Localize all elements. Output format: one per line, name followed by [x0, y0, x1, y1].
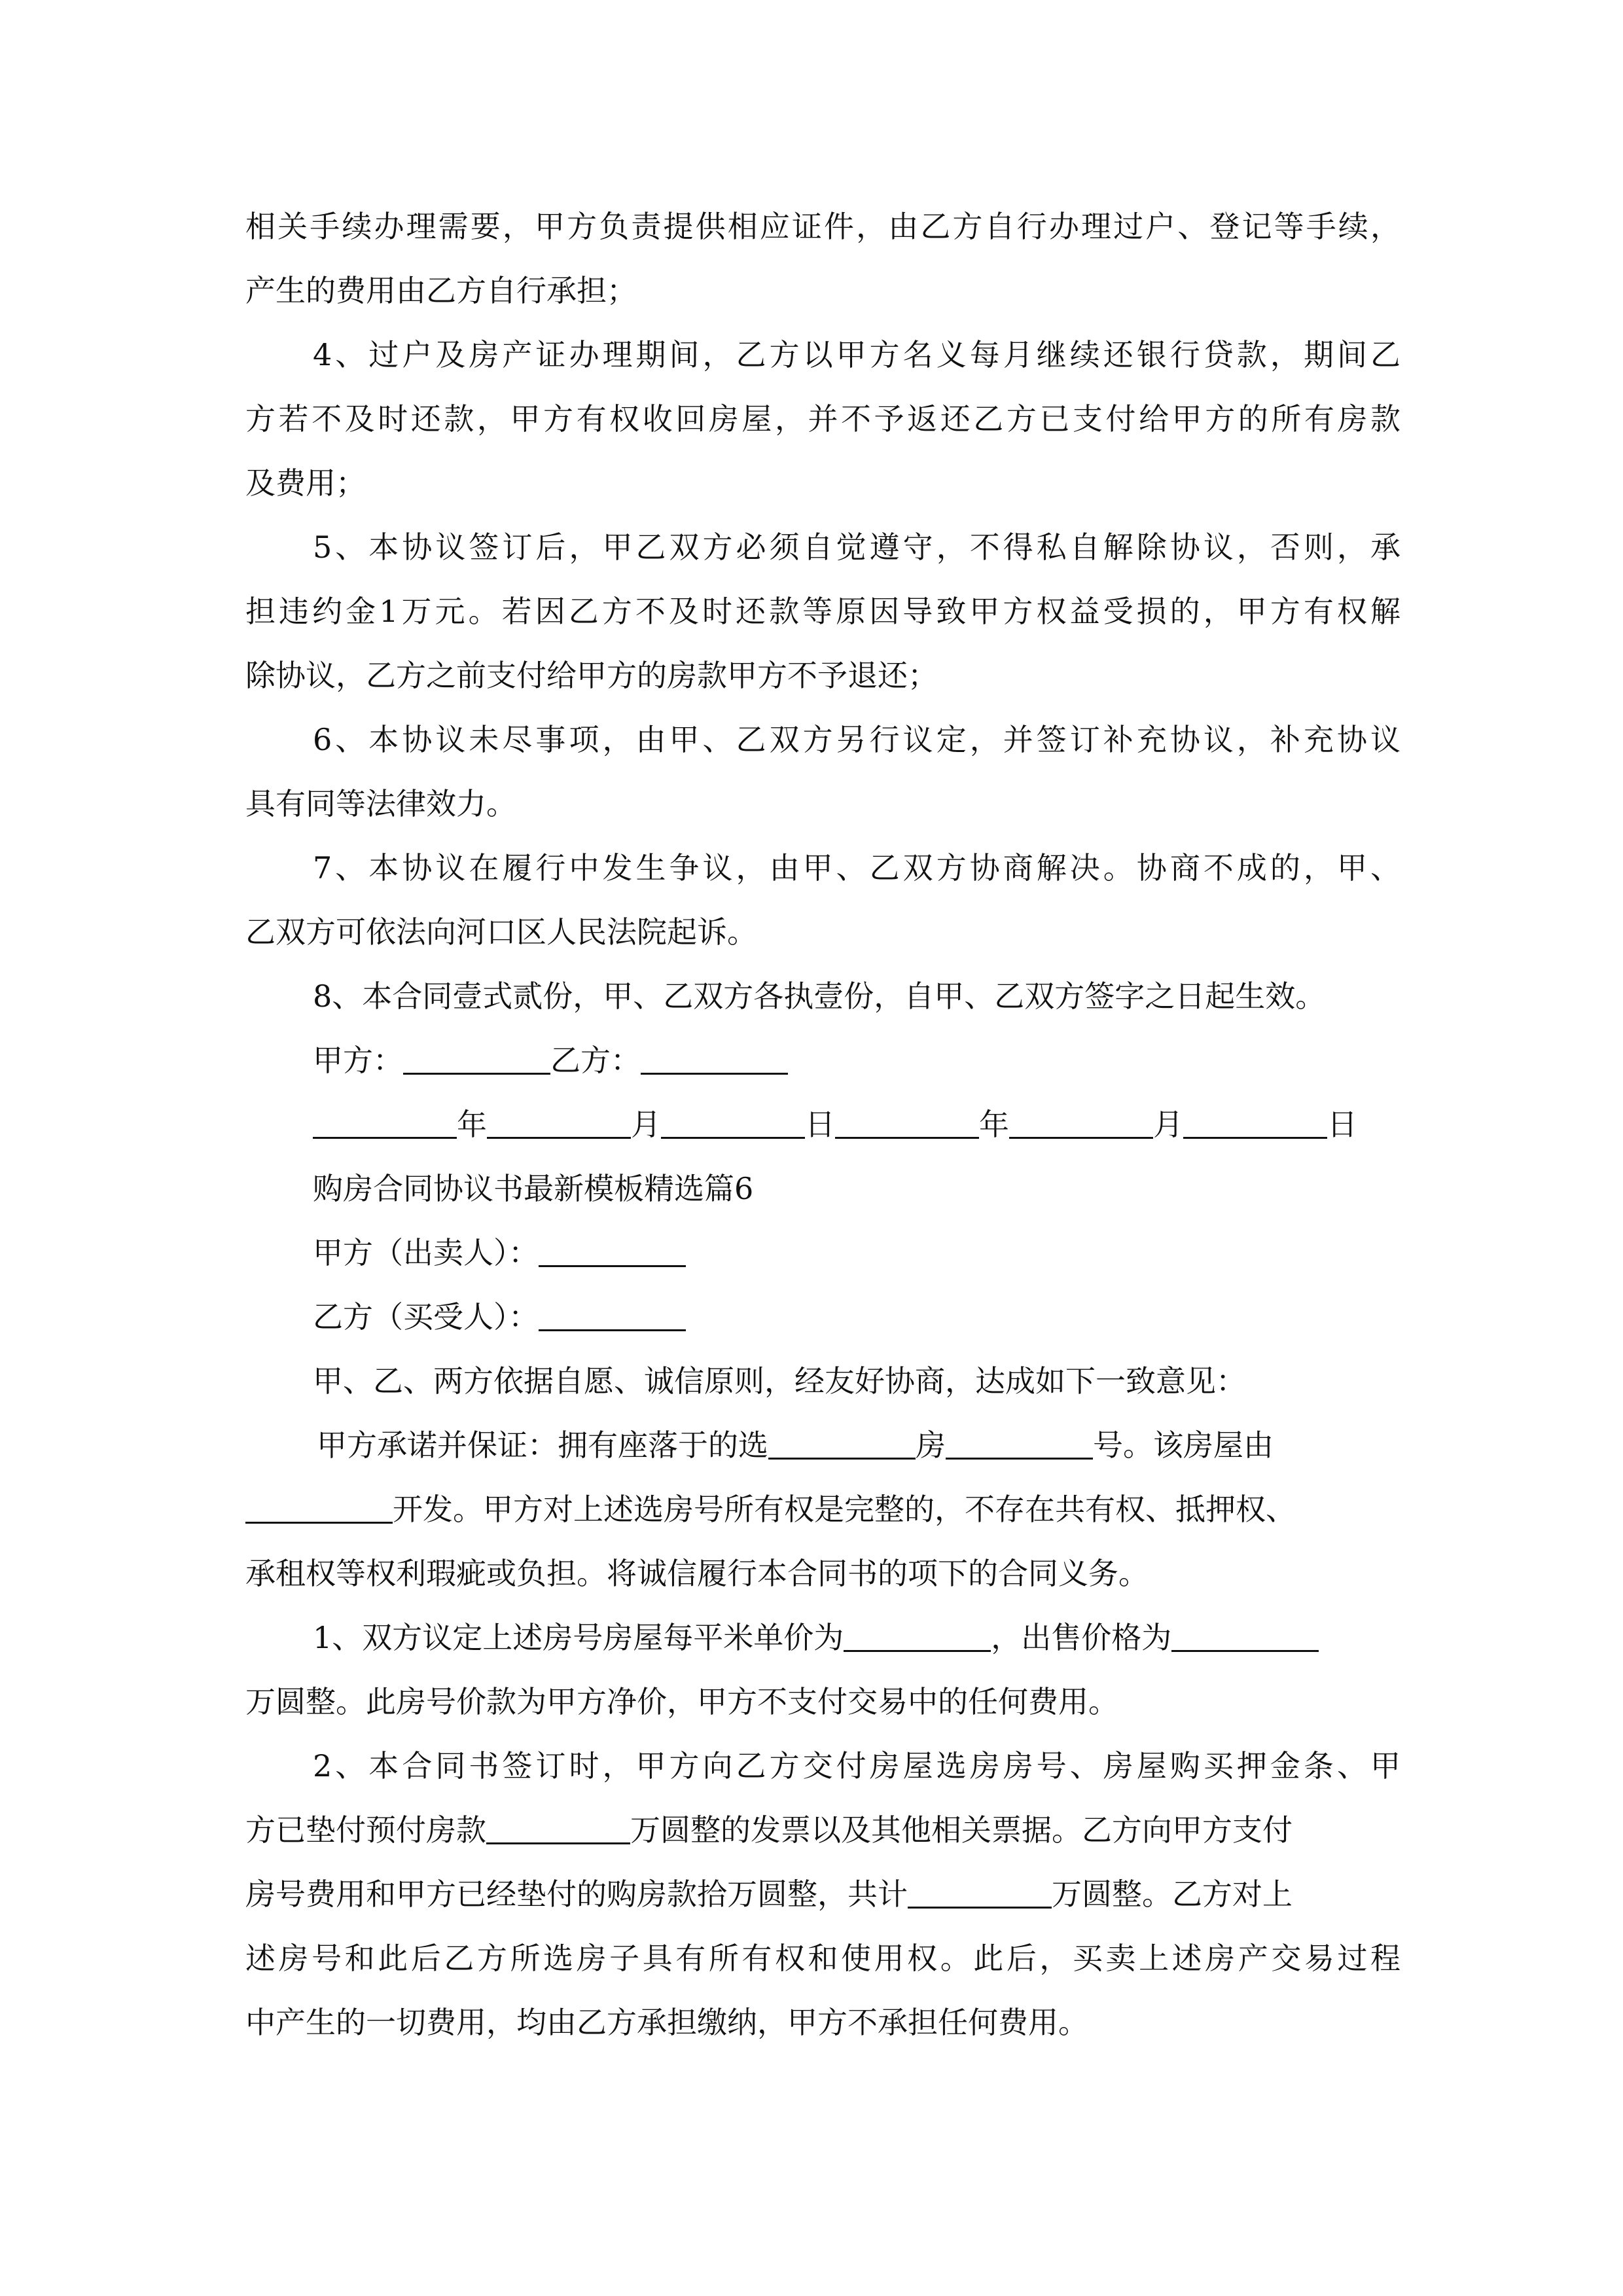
year-label: 年	[457, 1107, 487, 1142]
text-segment: 1、双方议定上述房号房屋每平米单价为	[313, 1620, 844, 1655]
body-line: 述房号和此后乙方所选房子具有所有权和使用权。此后，买卖上述房产交易过程	[245, 1941, 1400, 1976]
date-line	[313, 1106, 1400, 1143]
developer-line	[245, 1491, 1400, 1528]
date-blank	[1183, 1109, 1327, 1139]
seller-blank	[539, 1238, 686, 1267]
clause-7-line: 7、本协议在履行中发生争议，由甲、乙双方协商解决。协商不成的，甲、	[313, 850, 1400, 886]
clause-1-line	[313, 1619, 1400, 1656]
body-line: 方若不及时还款，甲方有权收回房屋，并不予返还乙方已支付给甲方的所有房款	[245, 401, 1400, 437]
clause-2-line: 2、本合同书签订时，甲方向乙方交付房屋选房房号、房屋购买押金条、甲	[313, 1748, 1400, 1784]
party-a-label: 甲方：	[313, 1043, 403, 1078]
day-label: 日	[1327, 1107, 1357, 1142]
sale-price-blank	[1171, 1623, 1319, 1652]
developer-blank	[245, 1494, 393, 1524]
day-label: 日	[805, 1107, 835, 1142]
body-line: 承租权等权利瑕疵或负担。将诚信履行本合同书的项下的合同义务。	[245, 1556, 1149, 1591]
text-segment: 开发。甲方对上述选房号所有权是完整的，不存在共有权、抵押权、	[393, 1492, 1296, 1527]
signature-line	[313, 1042, 1400, 1079]
guarantee-line	[317, 1427, 1400, 1463]
text-segment: 号。该房屋由	[1093, 1427, 1274, 1463]
total-payment-line	[245, 1876, 1400, 1912]
intro-line: 甲、乙、两方依据自愿、诚信原则，经友好协商，达成如下一致意见：	[313, 1363, 1246, 1399]
body-line: 具有同等法律效力。	[245, 786, 516, 821]
body-line: 乙双方可依法向河口区人民法院起诉。	[245, 914, 757, 950]
building-blank	[768, 1430, 916, 1460]
text-segment: ，出售价格为	[991, 1620, 1172, 1655]
text-segment: 甲方承诺并保证：拥有座落于的选	[317, 1427, 768, 1463]
year-label: 年	[979, 1107, 1009, 1142]
body-line: 除协议，乙方之前支付给甲方的房款甲方不予退还；	[245, 658, 938, 693]
text-segment: 万圆整的发票以及其他相关票据。乙方向甲方支付	[630, 1812, 1293, 1848]
buyer-label: 乙方（买受人）：	[313, 1299, 539, 1335]
section-6-title: 购房合同协议书最新模板精选篇6	[313, 1171, 754, 1206]
body-line: 中产生的一切费用，均由乙方承担缴纳，甲方不承担任何费用。	[245, 2005, 1088, 2040]
seller-label: 甲方（出卖人）：	[313, 1235, 539, 1270]
text-segment: 万圆整。乙方对上	[1052, 1876, 1293, 1912]
seller-line	[313, 1234, 1400, 1271]
text-segment: 房	[916, 1427, 946, 1463]
body-line: 产生的费用由乙方自行承担；	[245, 273, 637, 308]
unit-price-blank	[844, 1623, 991, 1652]
text-segment: 房号费用和甲方已经垫付的购房款拾万圆整，共计	[245, 1876, 908, 1912]
clause-8-line: 8、本合同壹式贰份，甲、乙双方各执壹份，自甲、乙双方签字之日起生效。	[313, 978, 1326, 1014]
date-blank	[661, 1109, 805, 1139]
month-label: 月	[631, 1107, 661, 1142]
advance-payment-blank	[486, 1815, 630, 1844]
body-line: 相关手续办理需要，甲方负责提供相应证件，由乙方自行办理过户、登记等手续，	[245, 209, 1400, 244]
date-blank	[487, 1109, 631, 1139]
total-amount-blank	[908, 1879, 1052, 1909]
advance-payment-line	[245, 1812, 1400, 1848]
party-a-signature-blank	[403, 1045, 550, 1075]
text-segment: 方已垫付预付房款	[245, 1812, 486, 1848]
clause-4-line: 4、过户及房产证办理期间，乙方以甲方名义每月继续还银行贷款，期间乙	[313, 337, 1400, 372]
buyer-line	[313, 1299, 1400, 1335]
buyer-blank	[539, 1302, 686, 1331]
month-label: 月	[1153, 1107, 1183, 1142]
body-line: 万圆整。此房号价款为甲方净价，甲方不支付交易中的任何费用。	[245, 1684, 1118, 1719]
date-blank	[835, 1109, 979, 1139]
date-blank	[313, 1109, 457, 1139]
room-number-blank	[946, 1430, 1093, 1460]
party-b-label: 乙方：	[550, 1043, 641, 1078]
date-blank	[1009, 1109, 1153, 1139]
party-b-signature-blank	[641, 1045, 788, 1075]
body-line: 担违约金1万元。若因乙方不及时还款等原因导致甲方权益受损的，甲方有权解	[245, 594, 1400, 629]
clause-5-line: 5、本协议签订后，甲乙双方必须自觉遵守，不得私自解除协议，否则，承	[313, 529, 1400, 565]
clause-6-line: 6、本协议未尽事项，由甲、乙双方另行议定，并签订补充协议，补充协议	[313, 722, 1400, 757]
body-line: 及费用；	[245, 465, 366, 501]
